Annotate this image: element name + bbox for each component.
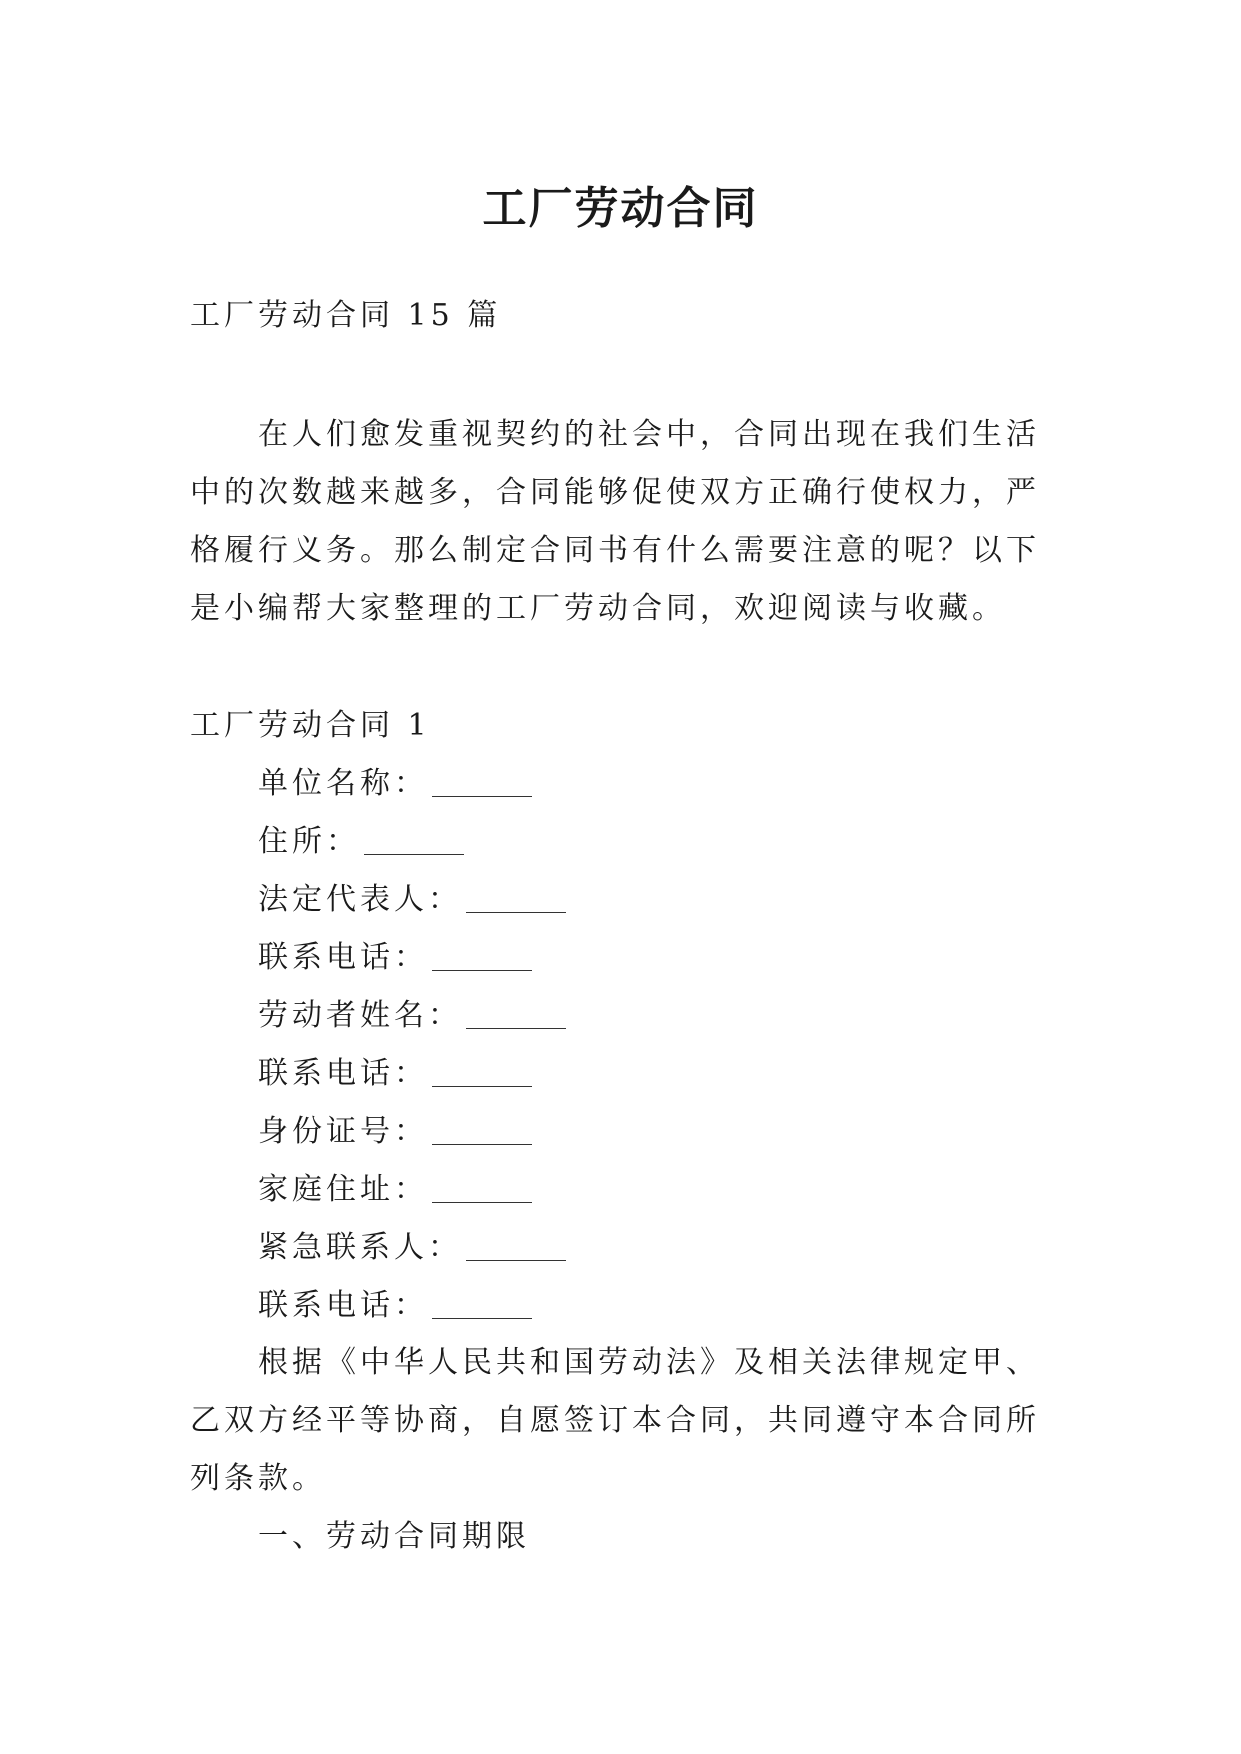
field-home-address xyxy=(258,1161,1058,1219)
fill-in-blank[interactable] xyxy=(432,1050,532,1087)
field-emergency-phone xyxy=(258,1277,1058,1335)
field-emergency-contact xyxy=(258,1219,1058,1277)
field-label: 联系电话： xyxy=(258,1056,428,1091)
field-label: 联系电话： xyxy=(258,1288,428,1323)
field-label: 法定代表人： xyxy=(258,882,462,917)
field-label: 联系电话： xyxy=(258,940,428,975)
clause-heading: 一、劳动合同期限 xyxy=(258,1519,530,1554)
field-label: 身份证号： xyxy=(258,1114,428,1149)
field-label: 紧急联系人： xyxy=(258,1230,462,1265)
field-legal-representative xyxy=(258,871,1058,929)
field-company-name xyxy=(258,755,1058,813)
document-title: 工厂劳动合同 xyxy=(482,183,759,235)
field-label: 劳动者姓名： xyxy=(258,998,462,1033)
fill-in-blank[interactable] xyxy=(432,1108,532,1145)
fill-in-blank[interactable] xyxy=(432,934,532,971)
field-label: 单位名称： xyxy=(258,766,428,801)
field-worker-name xyxy=(258,987,1058,1045)
field-worker-phone xyxy=(258,1045,1058,1103)
contract-fields-list xyxy=(258,755,1058,1335)
fill-in-blank[interactable] xyxy=(466,992,566,1029)
field-label: 住所： xyxy=(258,824,360,859)
fill-in-blank[interactable] xyxy=(466,876,566,913)
field-id-number xyxy=(258,1103,1058,1161)
law-paragraph: 根据《中华人民共和国劳动法》及相关法律规定甲、乙双方经平等协商，自愿签订本合同，共同遵守本合同所列条款。 xyxy=(190,1345,1040,1496)
section-heading: 工厂劳动合同 1 xyxy=(190,708,431,743)
fill-in-blank[interactable] xyxy=(432,1166,532,1203)
fill-in-blank[interactable] xyxy=(364,818,464,855)
fill-in-blank[interactable] xyxy=(466,1224,566,1261)
intro-paragraph: 在人们愈发重视契约的社会中，合同出现在我们生活中的次数越来越多，合同能够促使双方正确行使权力，严格履行义务。那么制定合同书有什么需要注意的呢？以下是小编帮大家整理的工厂劳动合同，欢迎阅读与收藏。 xyxy=(190,417,1040,626)
field-address xyxy=(258,813,1058,871)
field-employer-phone xyxy=(258,929,1058,987)
fill-in-blank[interactable] xyxy=(432,760,532,797)
document-subtitle: 工厂劳动合同 15 篇 xyxy=(190,298,502,333)
fill-in-blank[interactable] xyxy=(432,1282,532,1319)
field-label: 家庭住址： xyxy=(258,1172,428,1207)
